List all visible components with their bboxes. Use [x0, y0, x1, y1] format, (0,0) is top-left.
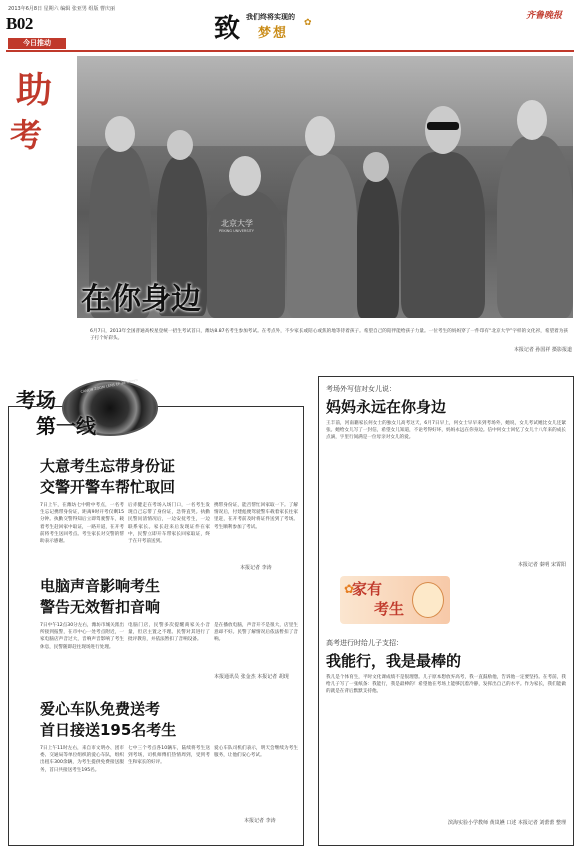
article-3-title-line-1: 爱心车队免费送考 — [40, 700, 161, 718]
article-3-col-2: 七中三个考点各10辆车，陆续将考生送到考场，司机师傅们热情周到，受到考生和家长的好评。 — [128, 746, 210, 766]
newspaper-name: 齐鲁晚报 — [526, 11, 563, 21]
section-tab: 今日推动 — [8, 38, 66, 49]
photo-head — [363, 152, 389, 182]
banner-small-1: 我们终将实现的 — [246, 13, 295, 21]
lens-text: CANON ZOOM LENS EF 28-80mm — [80, 377, 139, 395]
hero-credit: 本报记者 孙国祥 摄影报道 — [513, 347, 572, 353]
header-rule — [6, 50, 574, 52]
hero-badge-char-2: 考 — [10, 116, 43, 154]
article-3-credit: 本报记者 李涛 — [244, 818, 276, 824]
hero-photo — [77, 56, 573, 318]
article-2-col-2: 电脑门店，民警多次提醒商家关小音量，但店主置之不理。民警对其进行了批评教育，并依法暂扣了音响设备。 — [128, 623, 210, 643]
photo-head — [229, 156, 261, 196]
article-3-col-1: 7日上午11时左右，来自市文明办、团市委、交通局等单位组织的爱心车队，组织出租车300余辆，为考生提供免费接送服务，首日共接送考生195名。 — [40, 746, 124, 773]
right-article-2-title: 我能行，我是最棒的 — [326, 652, 462, 670]
shirt-text: 北京大学 — [221, 219, 253, 228]
left-badge-2: 第一线 — [36, 414, 96, 438]
article-2-credit: 本报通讯员 张金杰 本报记者 胡现 — [214, 674, 289, 680]
photo-person — [357, 176, 399, 318]
photo-person — [401, 152, 485, 318]
article-1-col-1: 7日上午，在潍坊七中附中考点，一名考生忘记携带身份证，距离9时开考仅剩15分钟。执勤交警得知后立即驾驶警车，载着考生赶回家中取证，一路开道，在开考前将考生送回考点。考生家长对交警的帮助表示感谢。 — [40, 503, 124, 545]
family-box-flower-icon: ✿ — [344, 582, 355, 596]
left-badge-1: 考场 — [16, 388, 56, 412]
family-box-title-1: 家有 — [352, 580, 383, 598]
family-cartoon-icon — [412, 582, 444, 618]
right-article-1-body: 王丰前，河南籍家长何女士的独女儿高考这天，6月7日早上，何女士早早来到考场外，她说，女儿考试她比女儿还紧张。她给女儿写了一封信，希望女儿知道，不论考得好坏，妈妈永远在你身边。信中何女士回忆了女儿十八年来的成长点滴，字里行间满是一位母亲对女儿的爱。 — [326, 421, 566, 441]
shirt-subtext: PEKING UNIVERSITY — [219, 229, 254, 233]
photo-head — [305, 116, 335, 156]
right-article-1-kicker: 考场外写信对女儿说： — [326, 385, 396, 393]
article-3-col-3: 爱心车队司机们表示，明天会继续为考生服务，让他们安心考试。 — [214, 746, 298, 759]
right-article-1-title: 妈妈永远在你身边 — [326, 398, 447, 416]
hero-caption: 6月7日，2013年全国普通高校星登统一招生考试首日，潍坊8.87名考生参加考试。在考点外，不少家长或陪心或焦的地等待着孩子。希望自己的陪伴能给孩子力量。一位考生的妈妈穿了一件印有“北京大学”字样的文化衫，希望着为孩子打个好彩头。 — [90, 329, 568, 342]
article-1-title-line-2: 交警开警车帮忙取回 — [40, 478, 176, 496]
article-2-title-line-1: 电脑声音影响考生 — [40, 577, 161, 595]
family-box-title-2: 考生 — [374, 600, 405, 618]
page-meta: 2013年6月8日 星期六 编辑 张亚男 组版 曹庆丽 — [8, 6, 116, 12]
right-article-2-credit: 滨海实验小学教师 黄岚嬿 口述 本报记者 刘蕾蕾 整理 — [448, 820, 566, 826]
banner-big-char: 致 — [214, 14, 241, 44]
photo-person-shirt — [207, 191, 285, 318]
photo-person — [497, 136, 573, 318]
article-2-title-line-2: 警告无效暂扣音响 — [40, 598, 161, 616]
article-2-col-3: 是在播放电脑，声音开不是很大，店里生意却不好。民警了解情况后依法暂扣了音响。 — [214, 623, 298, 643]
hero-badge-char-1: 助 — [16, 69, 53, 111]
photo-head — [167, 130, 193, 160]
banner-small-2: 梦想 — [258, 26, 289, 41]
photo-head — [425, 106, 461, 154]
article-2-col-1: 7日中午12点30分左右，潍坊市城关派出所接到报警，在市中心一处考点附近，一家电脑店声音过大，音响声音影响了考生休息，民警随即赶往现场进行处理。 — [40, 623, 124, 650]
article-1-col-3: 携带身份证，能否帮忙回家取一下。了解情况后，付建彪便驾驶警车载着家长往家里赶，在开考前及时将证件送到了考场。考生顺利参加了考试。 — [214, 503, 298, 530]
photo-person — [287, 154, 357, 318]
right-article-1-credit: 本报记者 秦明 宋霄阳 — [517, 562, 566, 568]
right-article-2-body: 我儿是个体育生，平时文化课成绩不是很理想。儿子原本想放弃高考，我一直鼓励他，告诉他一定要坚持。在考前，我给儿子写了一张纸条：我能行，我是最棒的！希望他在考场上能够沉着冷静，发挥出自己的水平。作为家长，我们能做的就是在背后默默支持他。 — [326, 675, 566, 695]
hero-title: 在你身边 — [81, 282, 201, 317]
article-1-col-2: 后赤健走在考场入场门口，一名考生发现自己忘带了身份证，急得直哭。执勤民警问清情况后，一边安抚考生，一边联系家长。家长赶来后发现证件在家中，民警立即开车带家长回家取证，终于在开考前送到。 — [128, 503, 210, 545]
photo-head — [517, 100, 547, 140]
article-3-title-line-2: 首日接送195名考生 — [40, 721, 177, 739]
article-1-credit: 本报记者 李涛 — [240, 565, 272, 571]
sunglasses — [427, 122, 459, 130]
article-1-title-line-1: 大意考生忘带身份证 — [40, 457, 176, 475]
page-number: B02 — [6, 14, 33, 33]
banner-butterfly-icon: ✿ — [304, 18, 312, 28]
photo-head — [105, 116, 135, 152]
right-article-2-kicker: 高考进行时给儿子支招： — [326, 639, 403, 647]
